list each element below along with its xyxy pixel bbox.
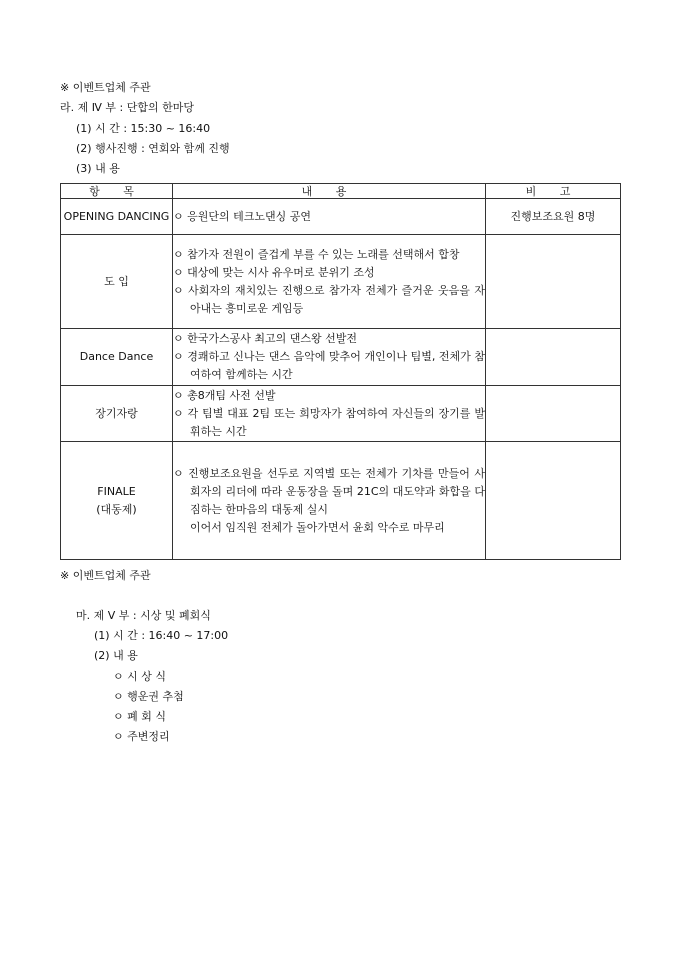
- row-content: [173, 235, 486, 329]
- list-item: ㅇ 행운권 추첨: [113, 690, 184, 703]
- content-line: ㅇ 참가자 전원이 즐겁게 부를 수 있는 노래를 선택해서 합창: [173, 247, 460, 261]
- row-item: FINALE: [97, 484, 136, 498]
- row-item: OPENING DANCING: [61, 199, 173, 235]
- row-content: [173, 386, 486, 442]
- list-item: ㅇ 폐 회 식: [113, 710, 166, 723]
- section-ma-title: 마. 제 Ⅴ 부 : 시상 및 폐회식: [76, 609, 211, 622]
- list-item: ㅇ 주변정리: [113, 730, 170, 743]
- table-header-row: [61, 184, 621, 199]
- row-item: 도 입: [61, 235, 173, 329]
- program-table: [60, 183, 621, 560]
- table-row: [61, 386, 621, 442]
- content-line: ㅇ 진행보조요원을 선두로 지역별 또는 전체가 기차를 만들어 사회자의 리더에 따라 운동장을 돌며 21C의 대도약과 화합을 다짐하는 한마음의 대동제 실시: [173, 466, 485, 516]
- table-row: [61, 235, 621, 329]
- row-content: [173, 329, 486, 386]
- content-line: ㅇ 경쾌하고 신나는 댄스 음악에 맞추어 개인이나 팀별, 전체가 참여하여 함께하는 시간: [173, 350, 485, 381]
- table-row: [61, 442, 621, 560]
- row-content: [173, 199, 486, 235]
- row-item: Dance Dance: [61, 329, 173, 386]
- content-line: ㅇ 대상에 맞는 시사 유우머로 분위기 조성: [173, 265, 375, 279]
- header-content: 내 용: [173, 184, 486, 199]
- row-content: [173, 442, 486, 560]
- section-ma-time: (1) 시 간 : 16:40 ~ 17:00: [94, 629, 229, 642]
- table-row: [61, 199, 621, 235]
- header-item: 항 목: [61, 184, 173, 199]
- content-line: ㅇ 응원단의 테크노댄싱 공연: [173, 209, 312, 223]
- section-ra-title: 라. 제 Ⅳ 부 : 단합의 한마당: [60, 101, 194, 114]
- row-note: [486, 442, 621, 560]
- content-line: ㅇ 각 팀별 대표 2팀 또는 희망자가 참여하여 자신들의 장기를 발휘하는 시간: [173, 406, 485, 438]
- section-ra-progress: (2) 행사진행 : 연회와 함께 진행: [76, 142, 230, 155]
- content-line: ㅇ 한국가스공사 최고의 댄스왕 선발전: [173, 332, 358, 345]
- row-note: [486, 386, 621, 442]
- section-ra-content-label: (3) 내 용: [76, 162, 120, 175]
- row-item-sub: (대동제): [96, 502, 137, 516]
- row-note: [486, 329, 621, 386]
- content-line: ㅇ 사회자의 재치있는 진행으로 참가자 전체가 즐거운 웃음을 자아내는 흥미로운 게임등: [173, 283, 485, 315]
- organizer-note-bottom: ※ 이벤트업체 주관: [60, 569, 151, 582]
- row-item: 장기자랑: [61, 386, 173, 442]
- row-note: [486, 235, 621, 329]
- section-ra-time: (1) 시 간 : 15:30 ~ 16:40: [76, 122, 211, 135]
- content-continuation: 이어서 임직원 전체가 돌아가면서 윤회 악수로 마무리: [190, 520, 445, 534]
- table-row: [61, 329, 621, 386]
- row-note: 진행보조요원 8명: [486, 199, 621, 235]
- row-item-finale: [61, 442, 173, 560]
- content-line: ㅇ 총8개팀 사전 선발: [173, 388, 276, 402]
- section-ma-content-label: (2) 내 용: [94, 649, 138, 662]
- list-item: ㅇ 시 상 식: [113, 670, 166, 683]
- organizer-note: ※ 이벤트업체 주관: [60, 81, 151, 94]
- header-note: 비 고: [486, 184, 621, 199]
